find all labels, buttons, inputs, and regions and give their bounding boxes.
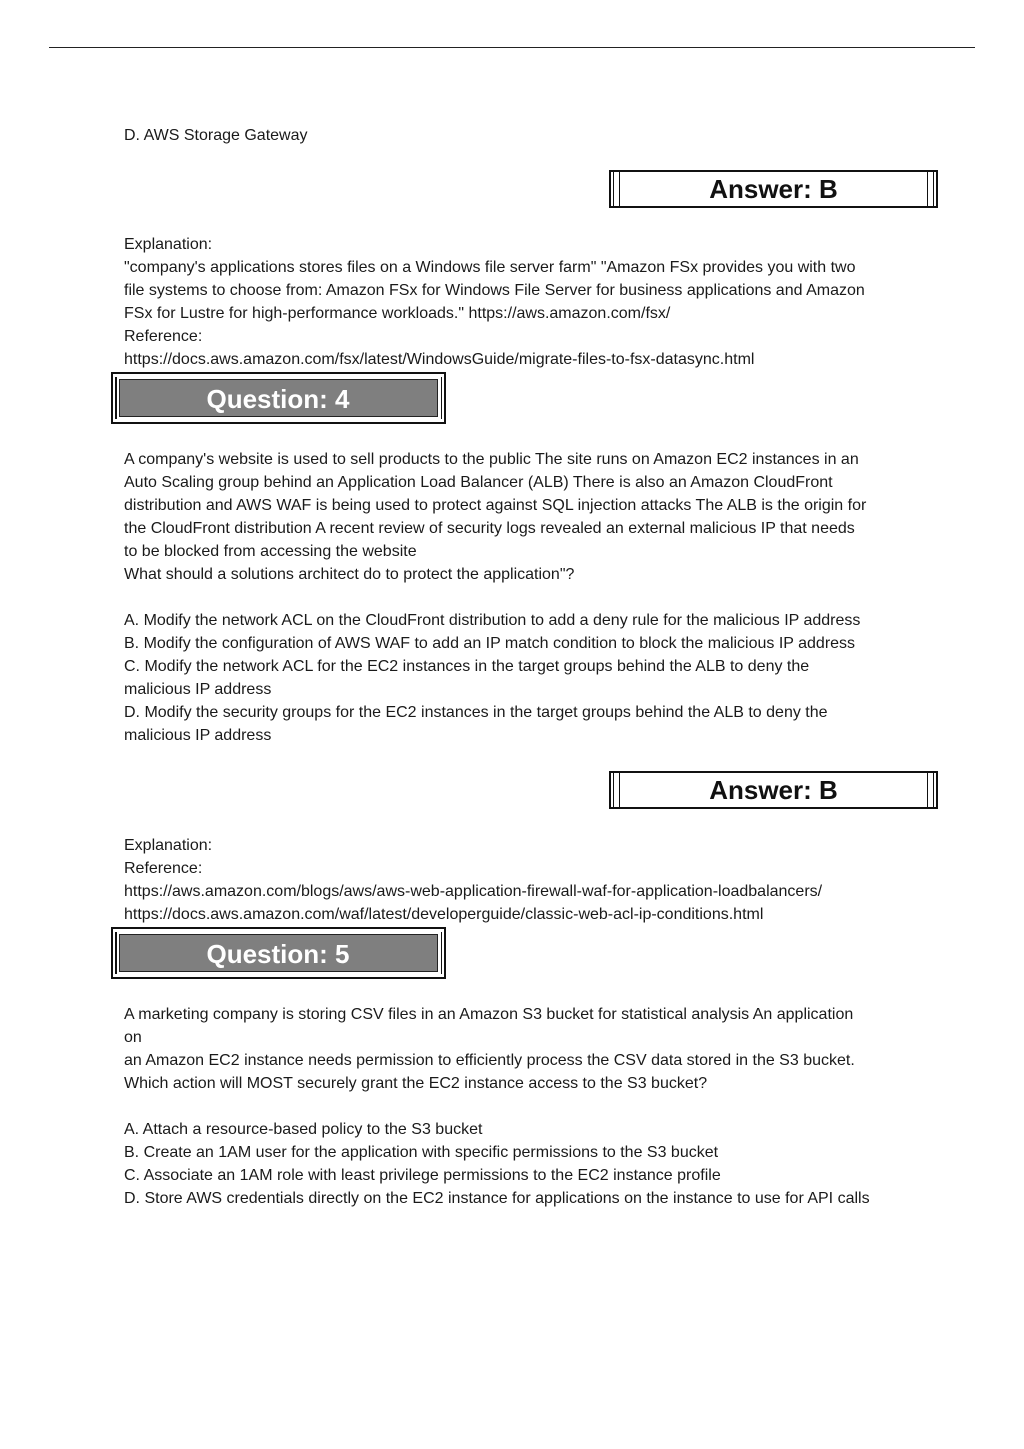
q4-option-b: B. Modify the configuration of AWS WAF to add an IP match condition to block the malicious IP address [124, 635, 856, 652]
q5-body-line: on [124, 1029, 142, 1046]
q4-body-line: Auto Scaling group behind an Application Load Balancer (ALB) There is also an Amazon CloudFront [124, 474, 833, 491]
q4-body-line: the CloudFront distribution A recent review of security logs revealed an external malicious IP that needs [124, 520, 855, 537]
q4-header-label: Question: 4 [206, 384, 350, 414]
q3-explanation-line: FSx for Lustre for high-performance workloads." https://aws.amazon.com/fsx/ [124, 305, 671, 322]
q5-body-line: an Amazon EC2 instance needs permission to efficiently process the CSV data stored in the S3 bucket. [124, 1052, 855, 1069]
q4-answer-box [609, 771, 938, 809]
q4-explanation-line: Reference: [124, 860, 203, 877]
q4-option-c-cont: malicious IP address [124, 681, 272, 698]
header-rule [49, 47, 975, 48]
q5-option-b: B. Create an 1AM user for the application with specific permissions to the S3 bucket [124, 1144, 719, 1161]
q4-question-line: What should a solutions architect do to protect the application"? [124, 566, 575, 583]
q5-body-line: A marketing company is storing CSV files in an Amazon S3 bucket for statistical analysis An application [124, 1006, 854, 1023]
q5-header-box [111, 927, 446, 979]
q4-answer-label: Answer: B [709, 775, 838, 805]
q4-option-c: C. Modify the network ACL for the EC2 instances in the target groups behind the ALB to deny the [124, 658, 810, 675]
q4-reference-url: https://docs.aws.amazon.com/waf/latest/developerguide/classic-web-acl-ip-conditions.html [124, 906, 764, 923]
q3-answer-box [609, 170, 938, 208]
q5-option-c: C. Associate an 1AM role with least privilege permissions to the EC2 instance profile [124, 1167, 721, 1184]
q4-option-a: A. Modify the network ACL on the CloudFront distribution to add a deny rule for the malicious IP address [124, 612, 861, 629]
q4-option-d-cont: malicious IP address [124, 727, 272, 744]
q5-header-label: Question: 5 [206, 939, 350, 969]
q3-option-d: D. AWS Storage Gateway [124, 127, 308, 144]
q5-option-d: D. Store AWS credentials directly on the EC2 instance for applications on the instance to use for API calls [124, 1190, 870, 1207]
q3-explanation-line: Reference: [124, 328, 203, 345]
q3-explanation-line: Explanation: [124, 236, 213, 253]
q4-header-box [111, 372, 446, 424]
q3-explanation-line: "company's applications stores files on a Windows file server farm" "Amazon FSx provides you with two [124, 259, 856, 276]
q4-explanation-line: Explanation: [124, 837, 213, 854]
q4-option-d: D. Modify the security groups for the EC2 instances in the target groups behind the ALB to deny the [124, 704, 828, 721]
q3-explanation-line: file systems to choose from: Amazon FSx for Windows File Server for business applications and Amazon [124, 282, 865, 299]
q4-body-line: distribution and AWS WAF is being used to protect against SQL injection attacks The ALB is the origin for [124, 497, 867, 514]
q4-reference-url: https://aws.amazon.com/blogs/aws/aws-web-application-firewall-waf-for-application-loadbalancers/ [124, 883, 823, 900]
q5-question-line: Which action will MOST securely grant the EC2 instance access to the S3 bucket? [124, 1075, 708, 1092]
q4-body-line: to be blocked from accessing the website [124, 543, 417, 560]
q4-body-line: A company's website is used to sell products to the public The site runs on Amazon EC2 instances in an [124, 451, 859, 468]
q5-option-a: A. Attach a resource-based policy to the S3 bucket [124, 1121, 483, 1138]
q3-answer-label: Answer: B [709, 174, 838, 204]
q3-reference-url: https://docs.aws.amazon.com/fsx/latest/WindowsGuide/migrate-files-to-fsx-datasync.html [124, 351, 755, 368]
